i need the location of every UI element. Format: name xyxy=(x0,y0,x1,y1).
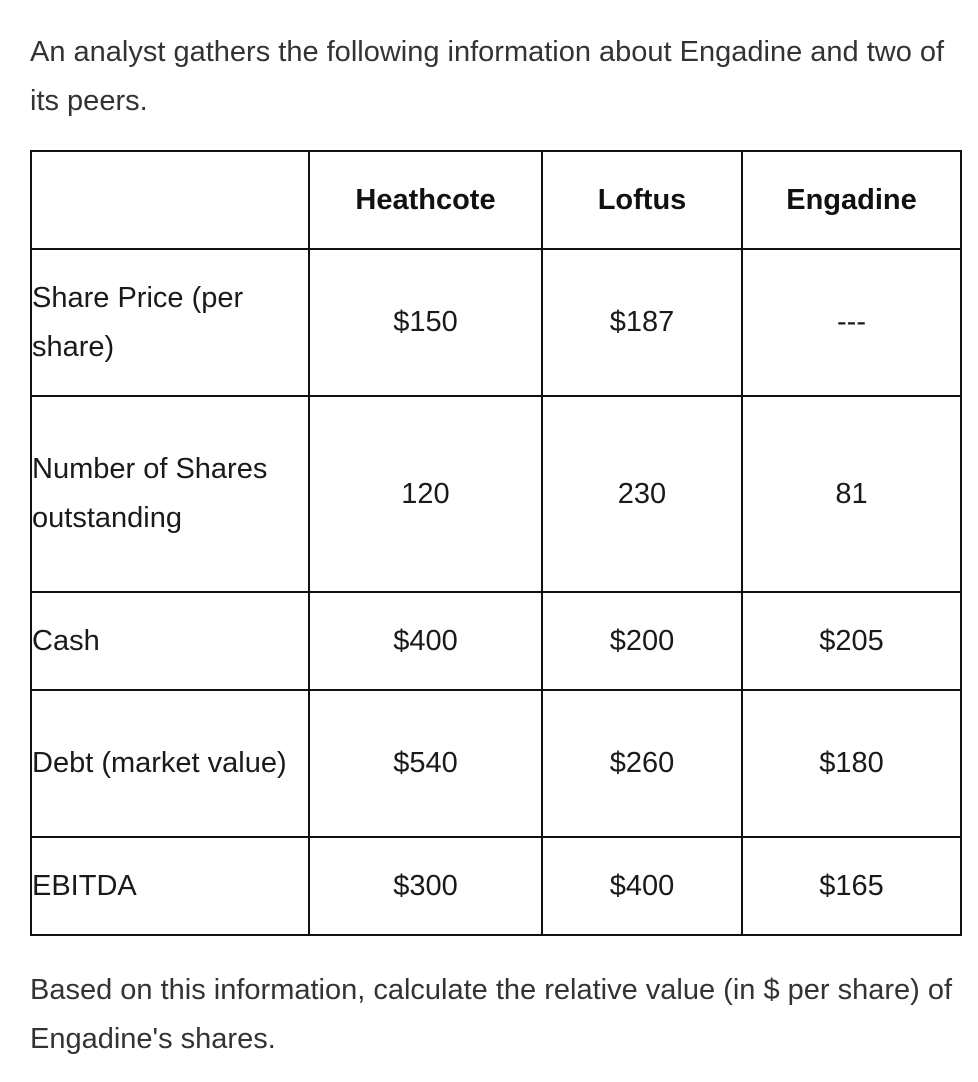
table-row-ebitda xyxy=(31,837,961,935)
peer-comparison-table xyxy=(30,150,962,936)
cell-heathcote: $150 xyxy=(309,249,542,396)
header-cell-heathcote: Heathcote xyxy=(309,151,542,249)
table-row-debt xyxy=(31,690,961,837)
row-label: EBITDA xyxy=(31,837,309,935)
cell-loftus: $260 xyxy=(542,690,742,837)
cell-loftus: $187 xyxy=(542,249,742,396)
cell-heathcote: 120 xyxy=(309,396,542,592)
row-label: Debt (market value) xyxy=(31,690,309,837)
table-row-cash xyxy=(31,592,961,690)
table-row-share-price xyxy=(31,249,961,396)
row-label: Share Price (per share) xyxy=(31,249,309,396)
table-row-shares-outstanding xyxy=(31,396,961,592)
header-cell-empty xyxy=(31,151,309,249)
intro-paragraph: An analyst gathers the following information about Engadine and two of its peers. xyxy=(30,36,945,117)
cell-engadine: 81 xyxy=(742,396,961,592)
cell-heathcote: $540 xyxy=(309,690,542,837)
row-label: Cash xyxy=(31,592,309,690)
header-cell-loftus: Loftus xyxy=(542,151,742,249)
cell-engadine: $180 xyxy=(742,690,961,837)
cell-loftus: $400 xyxy=(542,837,742,935)
cell-heathcote: $300 xyxy=(309,837,542,935)
row-label: Number of Shares outstanding xyxy=(31,396,309,592)
cell-heathcote: $400 xyxy=(309,592,542,690)
cell-engadine: $165 xyxy=(742,837,961,935)
cell-engadine: $205 xyxy=(742,592,961,690)
table-header-row xyxy=(31,151,961,249)
header-cell-engadine: Engadine xyxy=(742,151,961,249)
cell-loftus: $200 xyxy=(542,592,742,690)
cell-loftus: 230 xyxy=(542,396,742,592)
question-paragraph: Based on this information, calculate the relative value (in $ per share) of Engadine's shares. xyxy=(30,974,953,1055)
cell-engadine: --- xyxy=(742,249,961,396)
